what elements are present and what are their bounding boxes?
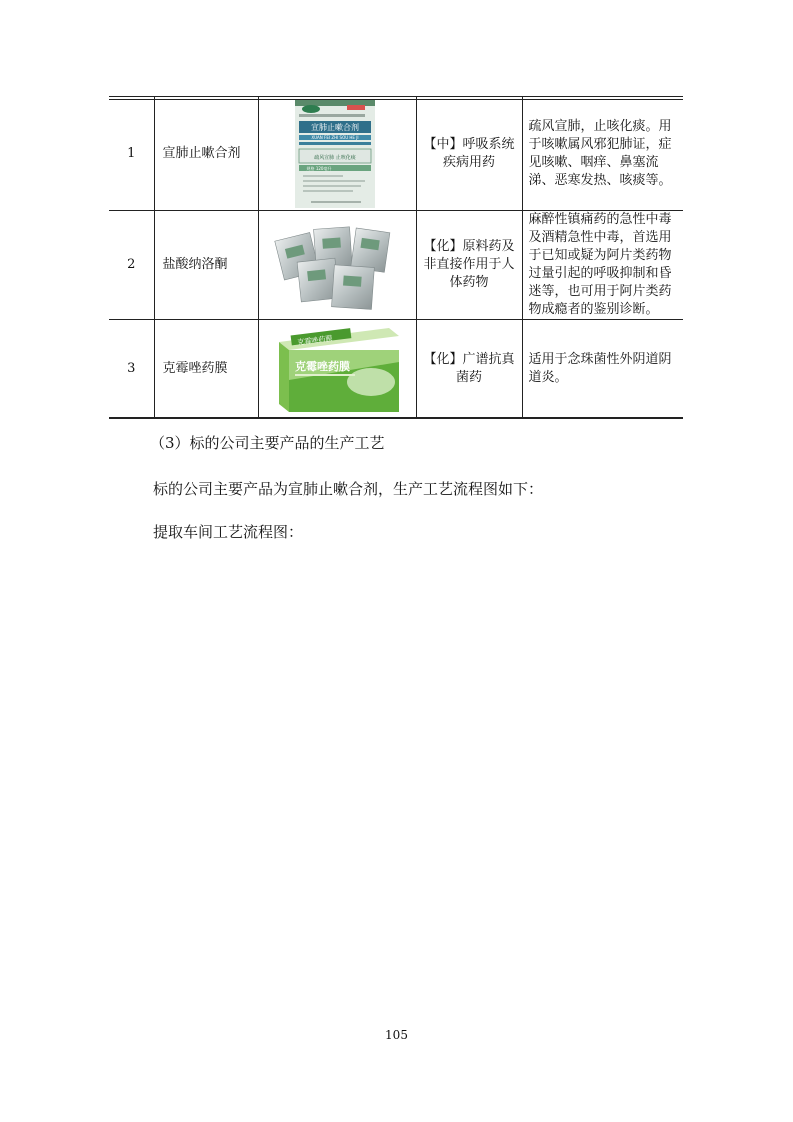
box-indication: 疏风宣肺 止咳化痰: [313, 155, 356, 161]
product-category: 【化】原料药及非直接作用于人体药物: [416, 211, 522, 320]
product-name: 宣肺止嗽合剂: [154, 97, 258, 211]
table-row: [109, 97, 683, 211]
row-number: 1: [109, 97, 154, 211]
table-row: [109, 211, 683, 320]
box-label: 宣肺止嗽合剂: [310, 123, 359, 132]
product-name: 盐酸纳洛酮: [154, 211, 258, 320]
xuanfei-box-image: [259, 97, 417, 210]
table-row: [109, 320, 683, 419]
product-description: 麻醉性镇痛药的急性中毒及酒精急性中毒，首选用于已知或疑为阿片类药物过量引起的呼吸抑制和昏迷等，也可用于阿片类药物成瘾者的鉴别诊断。: [522, 211, 683, 320]
body-paragraph: 标的公司主要产品为宣肺止嗽合剂，生产工艺流程图如下：: [153, 480, 544, 498]
product-table: [109, 97, 683, 419]
product-name: 克霉唑药膜: [154, 320, 258, 419]
naloxone-sachets-image: [259, 214, 417, 317]
box-top-label: 克霉唑药膜: [296, 334, 333, 347]
product-category: 【中】呼吸系统疾病用药: [416, 97, 522, 211]
product-image-cell: [258, 320, 416, 419]
product-image-cell: [258, 211, 416, 320]
product-description: 适用于念珠菌性外阴道阴道炎。: [522, 320, 683, 419]
kemeizuo-box-image: [259, 320, 417, 417]
product-description: 疏风宣肺，止咳化痰。用于咳嗽属风邪犯肺证，症见咳嗽、咽痒、鼻塞流涕、恶寒发热、咳痰等。: [522, 97, 683, 211]
section-heading: （3）标的公司主要产品的生产工艺: [150, 434, 385, 452]
box-pinyin: XUAN FEI ZHI SOU HE JI: [310, 135, 359, 140]
product-image-cell: [258, 97, 416, 211]
box-volume: 规格 120毫升: [306, 166, 331, 171]
product-category: 【化】广谱抗真菌药: [416, 320, 522, 419]
box-front-label: 克霉唑药膜: [294, 360, 350, 373]
row-number: 2: [109, 211, 154, 320]
row-number: 3: [109, 320, 154, 419]
subheading: 提取车间工艺流程图：: [153, 523, 304, 541]
page-number: 105: [385, 1028, 408, 1042]
